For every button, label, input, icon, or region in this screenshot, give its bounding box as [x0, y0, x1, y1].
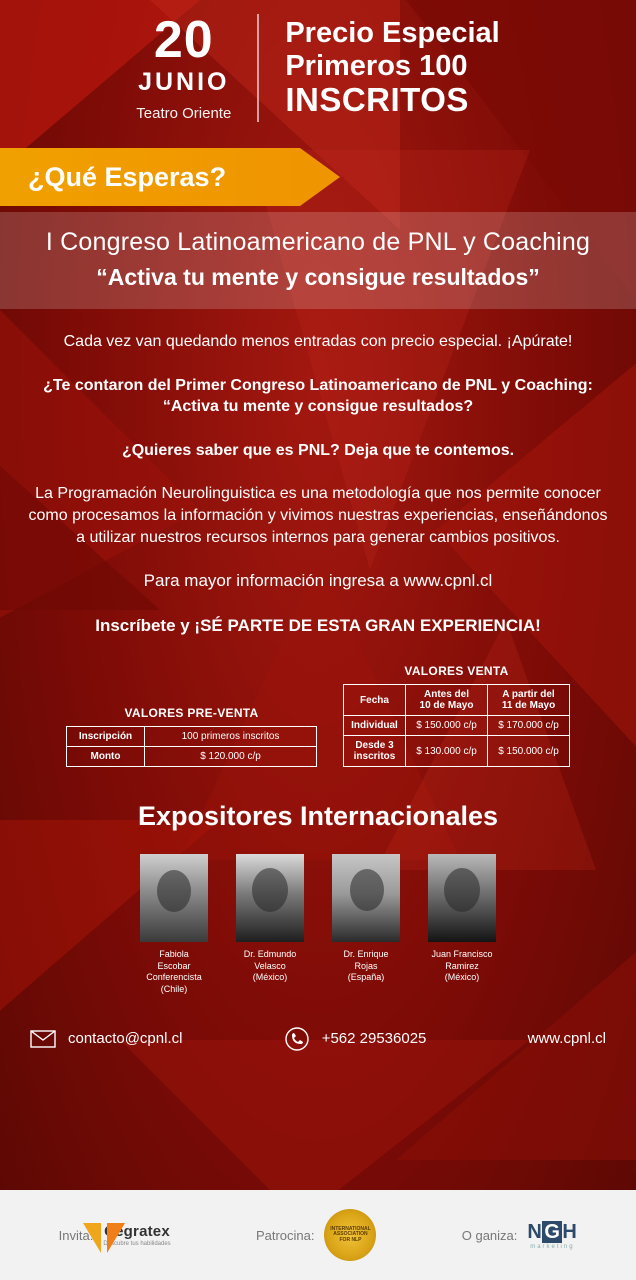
preventa-table [66, 726, 317, 767]
invita-label: Invita: [58, 1227, 94, 1243]
venta-col-antes-l1: Antes del [423, 689, 469, 701]
body-copy [0, 331, 636, 638]
congress-slogan: “Activa tu mente y consigue resultados” [96, 264, 540, 290]
speakers-title: Expositores Internacionales [137, 801, 499, 832]
speaker-country: (México) [444, 972, 480, 983]
question-2: ¿Quieres saber que es PNL? Deja que te contemos. [121, 441, 515, 459]
venta-col-antes-l2: 10 de Mayo [419, 700, 474, 712]
contact-website[interactable] [528, 1030, 606, 1047]
venta-col-antes [406, 685, 488, 716]
cegratex-name: Cegratex [104, 1223, 170, 1240]
speaker-photo [140, 854, 208, 942]
pricing-tables [0, 664, 636, 767]
preventa-r1-label: Inscripción [67, 727, 145, 747]
promo-line-3: INSCRITOS [285, 80, 469, 118]
speaker-card [332, 854, 400, 996]
ribbon-label: ¿Qué Esperas? [28, 161, 227, 192]
patrocina-group [256, 1209, 377, 1261]
speakers-list [0, 854, 636, 996]
ngh-h: H [562, 1220, 578, 1243]
venta-table [343, 684, 570, 767]
date-day: 20 [153, 11, 214, 69]
header [0, 0, 636, 140]
speaker-caption [140, 949, 208, 996]
ngh-n: N [527, 1220, 543, 1243]
venta-col-apartir-l1: A partir del [502, 689, 555, 701]
ribbon-wrap [0, 148, 636, 206]
speaker-card [236, 854, 304, 996]
ngh-name [527, 1221, 577, 1243]
venue-name: Teatro Oriente [136, 105, 232, 122]
table-header-row [344, 685, 570, 716]
promo-block [285, 17, 499, 119]
venta-r1-c2: $ 170.000 c/p [488, 716, 570, 736]
contact-email[interactable] [30, 1026, 182, 1052]
description-paragraph: La Programación Neurolinguistica es una metodología que nos permite conocer como procesamos la información y vivimos nuestras experiencias, enseñándonos a utilizar nuestros recursos internos para generar cambios positivos. [28, 485, 608, 546]
venta-r1-label: Individual [344, 716, 406, 736]
venta-col-apartir-l2: 11 de Mayo [501, 700, 556, 712]
cta-text: Inscríbete y ¡SÉ PARTE DE ESTA GRAN EXPERIENCIA! [95, 616, 541, 636]
speaker-name-line1: Fabiola [159, 949, 189, 960]
speaker-caption [236, 949, 304, 984]
speaker-name-line2: Escobar [157, 960, 191, 971]
organiza-group [462, 1221, 578, 1250]
speaker-name-line2: Ramirez [445, 960, 479, 971]
envelope-icon [30, 1026, 56, 1052]
preventa-r2-value: $ 120.000 c/p [145, 747, 317, 767]
promo-line-2: Primeros 100 [285, 49, 468, 82]
venta-r2-label-l2: inscritos [353, 751, 396, 763]
table-row [344, 736, 570, 767]
venta-table-block [343, 664, 570, 767]
contact-email-text: contacto@cpnl.cl [68, 1030, 183, 1048]
speaker-card [140, 854, 208, 996]
venta-title: VALORES VENTA [404, 664, 509, 679]
ngh-tagline: marketing [530, 1243, 575, 1250]
preventa-r1-value: 100 primeros inscritos [145, 727, 317, 747]
question-ribbon [0, 148, 300, 206]
venta-r2-label-l1: Desde 3 [355, 740, 394, 752]
speaker-country: (Chile) [160, 984, 188, 995]
speaker-role: Conferencista [146, 972, 202, 983]
patrocina-label: Patrocina: [255, 1227, 315, 1243]
venta-col-fecha: Fecha [344, 685, 406, 716]
nlp-seal-icon [324, 1209, 376, 1261]
speaker-caption [332, 949, 400, 984]
speaker-name-line2: Rojas [354, 960, 378, 971]
speaker-country: (España) [347, 972, 385, 983]
speaker-photo [332, 854, 400, 942]
lead-text: Cada vez van quedando menos entradas con precio especial. ¡Apúrate! [63, 333, 573, 350]
preventa-r2-label: Monto [67, 747, 145, 767]
question-1 [26, 375, 610, 418]
organiza-label: O ganiza: [461, 1227, 518, 1243]
sponsors-footer [0, 1190, 636, 1280]
phone-icon [284, 1026, 310, 1052]
question-1-line-2: “Activa tu mente y consigue resultados? [162, 398, 474, 416]
contact-bar [0, 996, 636, 1052]
preventa-title: VALORES PRE-VENTA [124, 706, 259, 721]
cegratex-tagline: Descubre tus habilidades [103, 1241, 171, 1247]
cegratex-logo [103, 1223, 170, 1247]
contact-website-text: www.cpnl.cl [527, 1030, 606, 1048]
preventa-table-block [66, 706, 317, 767]
venta-r2-c2: $ 150.000 c/p [488, 736, 570, 767]
date-month: JUNIO [138, 68, 230, 96]
venta-r2-c1: $ 130.000 c/p [406, 736, 488, 767]
contact-phone-text: +562 29536025 [321, 1030, 427, 1048]
question-1-line-1: ¿Te contaron del Primer Congreso Latinoamericano de PNL y Coaching: [43, 376, 593, 394]
congress-title: I Congreso Latinoamericano de PNL y Coaching [45, 228, 591, 256]
seal-text: INTERNATIONAL ASSOCIATION FOR NLP [330, 1225, 371, 1243]
more-info-text: Para mayor información ingresa a www.cpnl.cl [143, 571, 493, 591]
venta-r2-label [344, 736, 406, 767]
speaker-card [428, 854, 496, 996]
speaker-name-line1: Dr. Enrique [343, 949, 389, 960]
table-row [67, 727, 317, 747]
title-band [0, 212, 636, 309]
venta-col-apartir [488, 685, 570, 716]
promo-line-1: Precio Especial [285, 17, 500, 50]
speaker-photo [236, 854, 304, 942]
table-row [344, 716, 570, 736]
ngh-g: G [544, 1220, 561, 1243]
ngh-logo [527, 1221, 577, 1250]
speaker-photo [428, 854, 496, 942]
invita-group [59, 1223, 171, 1247]
speaker-name-line2: Velasco [254, 960, 286, 971]
contact-phone[interactable] [284, 1026, 427, 1052]
speaker-name-line1: Dr. Edmundo [243, 949, 297, 960]
venta-r1-c1: $ 150.000 c/p [406, 716, 488, 736]
table-row [67, 747, 317, 767]
speaker-caption [428, 949, 496, 984]
speaker-name-line1: Juan Francisco [431, 949, 493, 960]
speaker-country: (México) [252, 972, 288, 983]
event-date [136, 11, 259, 122]
